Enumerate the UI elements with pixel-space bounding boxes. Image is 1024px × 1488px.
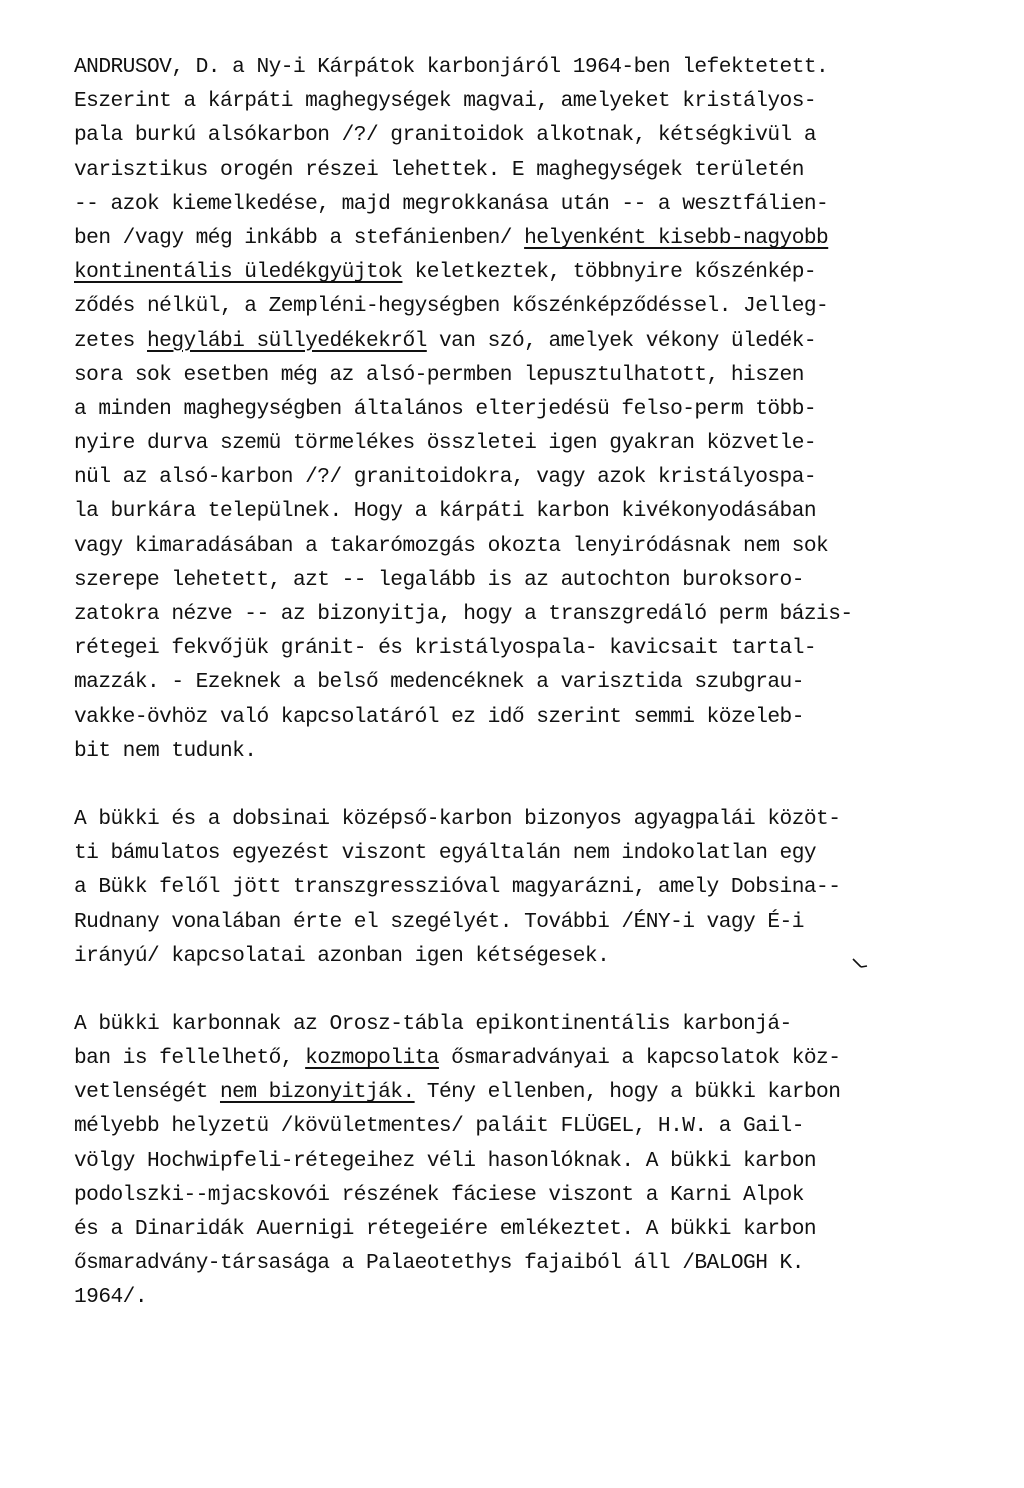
text-line — [74, 631, 984, 665]
text-segment: ősmaradvány-társasága a Palaeotethys fajaiból áll /BALOGH K. — [74, 1251, 804, 1276]
underlined-text: kontinentális üledékgyüjtok — [74, 260, 403, 285]
text-segment: la burkára települnek. Hogy a kárpáti karbon kivékonyodásában — [74, 499, 817, 524]
text-segment: 1964/. — [74, 1285, 147, 1310]
text-line — [74, 700, 984, 734]
text-segment: mazzák. - Ezeknek a belső medencéknek a varisztida szubgrau- — [74, 670, 804, 695]
text-line — [74, 358, 984, 392]
text-segment: pala burkú alsókarbon /?/ granitoidok alkotnak, kétségkivül a — [74, 123, 817, 148]
underlined-text: nem bizonyitják. — [219, 1080, 415, 1105]
text-segment: rétegei fekvőjük gránit- és kristályospala- kavicsait tartal- — [74, 636, 817, 661]
text-segment: ben /vagy még inkább a stefánienben/ — [74, 225, 525, 250]
text-line — [74, 289, 984, 323]
text-line — [74, 1246, 984, 1280]
text-line — [74, 734, 984, 768]
text-line — [74, 563, 984, 597]
text-segment: a minden maghegységben általános elterjedésü felso-perm több- — [74, 396, 817, 421]
text-segment: van szó, amelyek vékony üledék- — [426, 328, 817, 353]
text-segment: vakke-övhöz való kapcsolatáról ez idő szerint semmi közeleb- — [74, 704, 804, 729]
text-line — [74, 153, 984, 187]
text-segment: -- azok kiemelkedése, majd megrokkanása után -- a wesztfálien- — [74, 191, 829, 216]
text-segment: ANDRUSOV, D. a Ny-i Kárpátok karbonjáról 1964-ben lefektetett. — [74, 55, 829, 79]
text-line — [74, 939, 984, 973]
text-segment: ződés nélkül, a Zempléni-hegységben kőszénképződéssel. Jelleg- — [74, 294, 829, 319]
text-segment: podolszki--mjacskovói részének fáciese viszont a Karni Alpok — [74, 1182, 804, 1207]
text-line — [74, 529, 984, 563]
text-line — [74, 1075, 984, 1109]
text-segment: nül az alsó-karbon /?/ granitoidokra, vagy azok kristályospa- — [74, 465, 817, 490]
text-line — [74, 324, 984, 358]
text-line — [74, 1144, 984, 1178]
text-segment: keletkeztek, többnyire kőszénkép- — [402, 260, 817, 285]
text-line — [74, 255, 984, 289]
text-segment: vagy kimaradásában a takarómozgás okozta lenyiródásnak nem sok — [74, 533, 829, 558]
paragraph-3 — [74, 1007, 984, 1315]
text-line — [74, 597, 984, 631]
text-line — [74, 221, 984, 255]
text-line — [74, 1007, 984, 1041]
text-segment: zetes — [74, 328, 147, 353]
text-line — [74, 870, 984, 904]
text-segment: varisztikus orogén részei lehettek. E maghegységek területén — [74, 157, 804, 182]
underlined-text: kozmopolita — [305, 1046, 439, 1071]
text-segment: Eszerint a kárpáti maghegységek magvai, amelyeket kristályos- — [74, 89, 817, 114]
document-body — [74, 50, 984, 1315]
text-line — [74, 187, 984, 221]
text-line — [74, 84, 984, 118]
text-segment: zatokra nézve -- az bizonyitja, hogy a transzgredáló perm bázis- — [74, 602, 853, 626]
paragraph-2 — [74, 802, 984, 973]
stray-mark — [852, 958, 868, 968]
text-segment: és a Dinaridák Auernigi rétegeiére emlékeztet. A bükki karbon — [74, 1217, 817, 1241]
text-line — [74, 802, 984, 836]
text-segment: vetlenségét — [74, 1080, 220, 1105]
text-segment: A bükki és a dobsinai középső-karbon bizonyos agyagpalái közöt- — [74, 806, 841, 831]
text-line — [74, 665, 984, 699]
text-segment: Rudnany vonalában érte el szegélyét. További /ÉNY-i vagy É-i — [74, 909, 804, 934]
text-line — [74, 50, 984, 84]
text-segment: szerepe lehetett, azt -- legalább is az autochton buroksoro- — [74, 567, 804, 592]
text-segment: sora sok esetben még az alsó-permben lepusztulhatott, hiszen — [74, 362, 804, 387]
text-line — [74, 1280, 984, 1314]
text-segment: a Bükk felől jött transzgresszióval magyarázni, amely Dobsina-- — [74, 875, 841, 900]
text-segment: ősmaradványai a kapcsolatok köz- — [438, 1046, 841, 1071]
text-line — [74, 836, 984, 870]
text-segment: A bükki karbonnak az Orosz-tábla epikontinentális karbonjá- — [74, 1011, 792, 1036]
text-line — [74, 460, 984, 494]
text-segment: ti bámulatos egyezést viszont egyáltalán nem indokolatlan egy — [74, 841, 817, 866]
text-line — [74, 1041, 984, 1075]
underlined-text: hegylábi süllyedékekről — [147, 328, 427, 353]
text-segment: bit nem tudunk. — [74, 738, 257, 763]
text-line — [74, 1109, 984, 1143]
text-segment: ban is fellelhető, — [74, 1046, 306, 1071]
text-line — [74, 426, 984, 460]
underlined-text: helyenként kisebb-nagyobb — [524, 225, 829, 250]
text-segment: mélyebb helyzetü /kövületmentes/ paláit FLÜGEL, H.W. a Gail- — [74, 1114, 804, 1139]
text-line — [74, 494, 984, 528]
text-segment: völgy Hochwipfeli-rétegeihez véli hasonlóknak. A bükki karbon — [74, 1148, 817, 1173]
text-segment: Tény ellenben, hogy a bükki karbon — [414, 1080, 841, 1105]
text-line — [74, 1212, 984, 1246]
text-segment: nyire durva szemü törmelékes összletei igen gyakran közvetle- — [74, 431, 817, 456]
text-line — [74, 392, 984, 426]
text-line — [74, 118, 984, 152]
text-line — [74, 905, 984, 939]
paragraph-1 — [74, 50, 984, 768]
text-segment: irányú/ kapcsolatai azonban igen kétségesek. — [74, 943, 610, 968]
text-line — [74, 1178, 984, 1212]
